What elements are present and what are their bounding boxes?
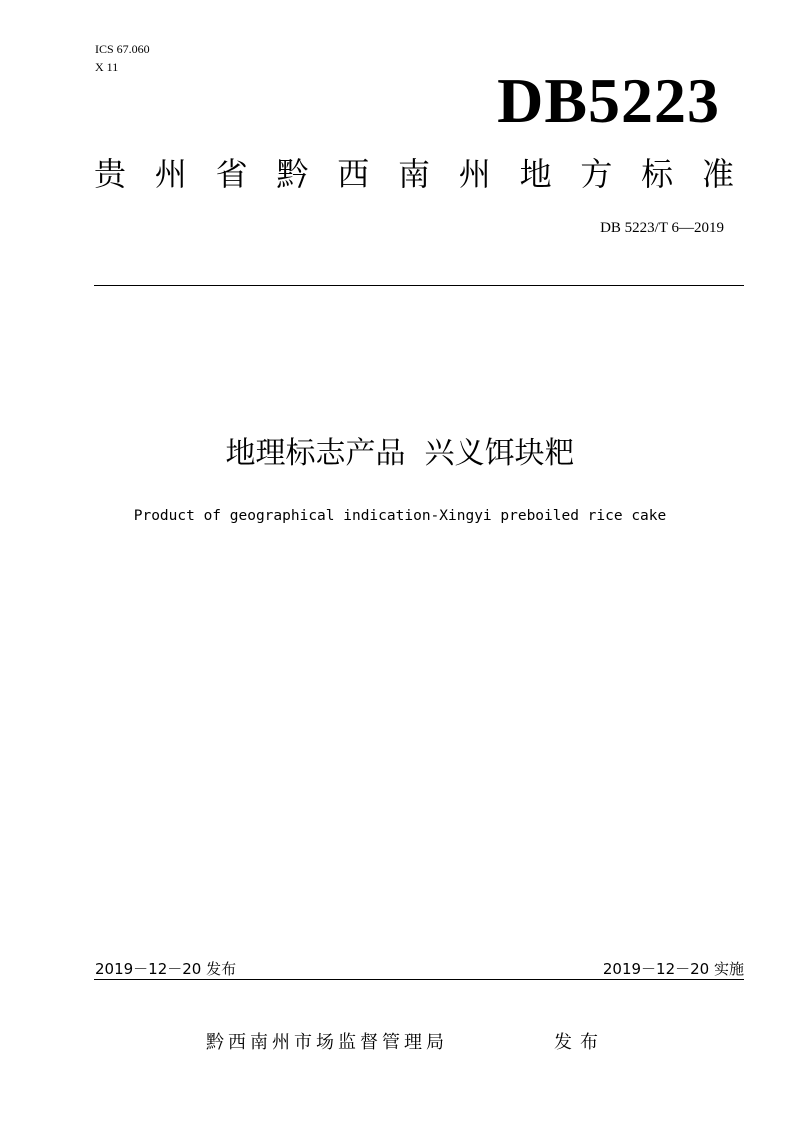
classification-codes bbox=[95, 40, 150, 76]
standard-number: DB 5223/T 6—2019 bbox=[600, 220, 724, 236]
class-code: X 11 bbox=[95, 60, 119, 74]
issuing-authority: 黔西南州市场监督管理局 bbox=[206, 1032, 448, 1053]
standard-type-char: 地 bbox=[519, 155, 552, 193]
footer-divider bbox=[94, 979, 744, 980]
standard-type-char: 西 bbox=[337, 155, 370, 193]
standard-type-title bbox=[94, 152, 734, 196]
ics-code: ICS 67.060 bbox=[95, 42, 150, 56]
standard-type-char: 南 bbox=[397, 155, 430, 193]
standard-type-char: 州 bbox=[458, 155, 491, 193]
db-code: DB5223 bbox=[497, 65, 720, 136]
standard-type-char: 州 bbox=[154, 155, 187, 193]
release-date: 2019－12－20 发布 bbox=[95, 960, 237, 978]
standard-type-char: 准 bbox=[701, 155, 734, 193]
document-title-chinese: 地理标志产品 兴义饵块粑 bbox=[225, 436, 575, 471]
document-title-english: Product of geographical indication-Xingyi preboiled rice cake bbox=[133, 508, 667, 524]
standard-type-char: 方 bbox=[580, 155, 613, 193]
implement-date: 2019－12－20 实施 bbox=[602, 960, 744, 978]
standard-type-char: 省 bbox=[215, 155, 248, 193]
standard-type-char: 贵 bbox=[94, 155, 127, 193]
issue-label: 发布 bbox=[554, 1032, 606, 1053]
standard-type-char: 标 bbox=[641, 155, 674, 193]
standard-type-char: 黔 bbox=[276, 155, 309, 193]
header-divider bbox=[94, 285, 744, 286]
